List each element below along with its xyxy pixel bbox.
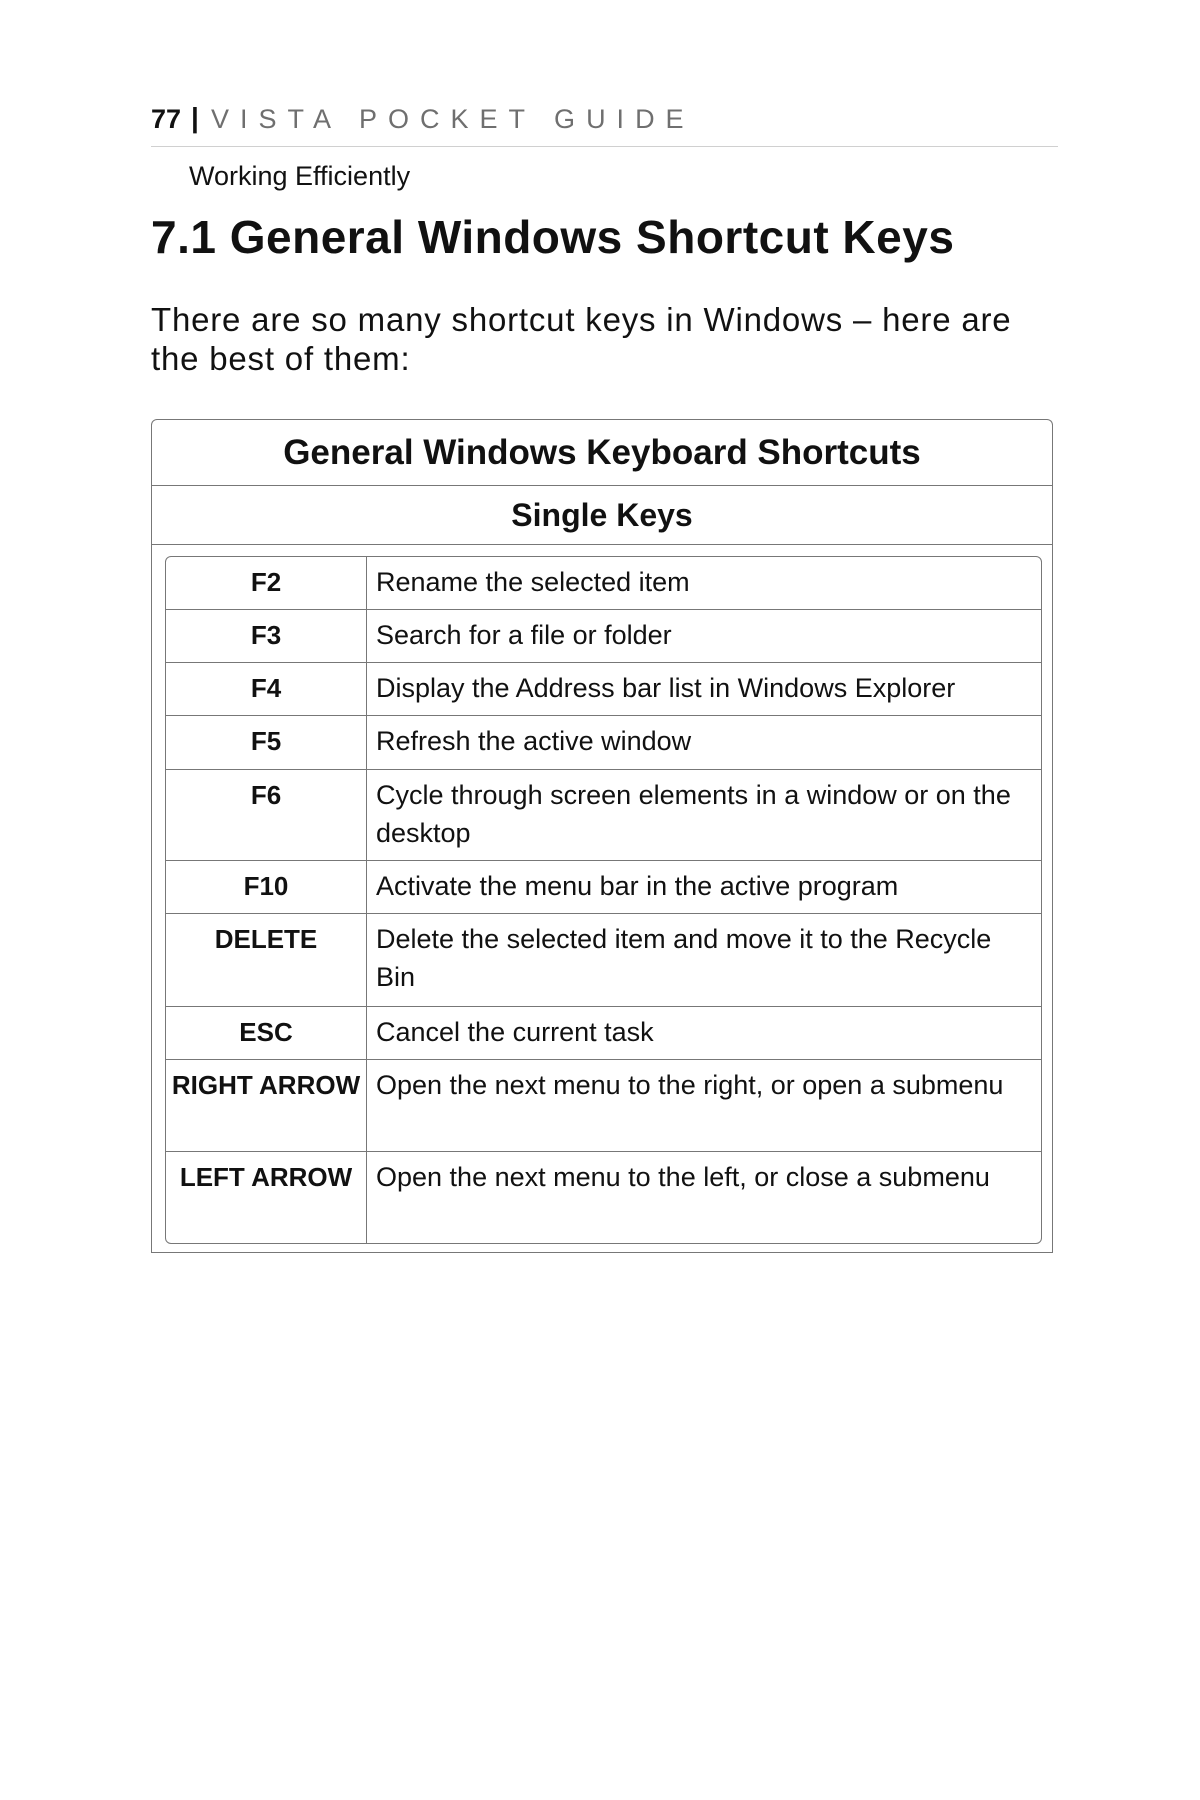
table-row: [166, 609, 1041, 662]
table-row: [166, 913, 1041, 1006]
chapter-heading: 7.1 General Windows Shortcut Keys: [151, 211, 955, 263]
shortcut-description: Cycle through screen elements in a window or on the desktop: [376, 780, 1011, 848]
table-row: [166, 1006, 1041, 1059]
table-row: [166, 1059, 1041, 1151]
section-label: Working Efficiently: [189, 161, 411, 191]
table-bottom-rule: [151, 1252, 1053, 1253]
shortcut-key: F5: [166, 716, 367, 769]
table-subtitle: Single Keys: [152, 486, 1052, 545]
table-row: [166, 557, 1041, 609]
shortcut-description: Delete the selected item and move it to the Recycle Bin: [376, 924, 992, 992]
table-row: [166, 1151, 1041, 1243]
shortcut-description: Open the next menu to the left, or close a submenu: [376, 1162, 990, 1192]
shortcut-key: F6: [166, 770, 367, 860]
page-number: 77: [151, 104, 182, 134]
book-title: VISTA POCKET GUIDE: [211, 104, 695, 134]
shortcut-description: Open the next menu to the right, or open a submenu: [376, 1070, 1004, 1100]
table-row: [166, 769, 1041, 860]
shortcut-key: F10: [166, 861, 367, 913]
shortcut-key: F4: [166, 663, 367, 715]
table-title: General Windows Keyboard Shortcuts: [152, 420, 1052, 486]
shortcut-key: F2: [166, 557, 367, 609]
shortcut-key: F3: [166, 610, 367, 662]
shortcut-description: Activate the menu bar in the active program: [376, 871, 899, 901]
table-row: [166, 860, 1041, 913]
shortcut-description: Rename the selected item: [376, 567, 690, 597]
shortcut-key: RIGHT ARROW: [166, 1060, 367, 1151]
running-header: [151, 100, 1058, 147]
table-row: [166, 662, 1041, 715]
shortcut-description: Search for a file or folder: [376, 620, 672, 650]
shortcut-key: DELETE: [166, 914, 367, 1006]
table-row: [166, 715, 1041, 769]
shortcut-list: [165, 556, 1042, 1244]
shortcut-description: Display the Address bar list in Windows Explorer: [376, 673, 956, 703]
shortcut-key: ESC: [166, 1007, 367, 1059]
shortcut-description: Refresh the active window: [376, 726, 692, 756]
header-separator: |: [191, 102, 199, 133]
shortcut-description: Cancel the current task: [376, 1017, 654, 1047]
intro-paragraph: There are so many shortcut keys in Windows – here are the best of them:: [151, 301, 1012, 377]
shortcut-key: LEFT ARROW: [166, 1152, 367, 1243]
